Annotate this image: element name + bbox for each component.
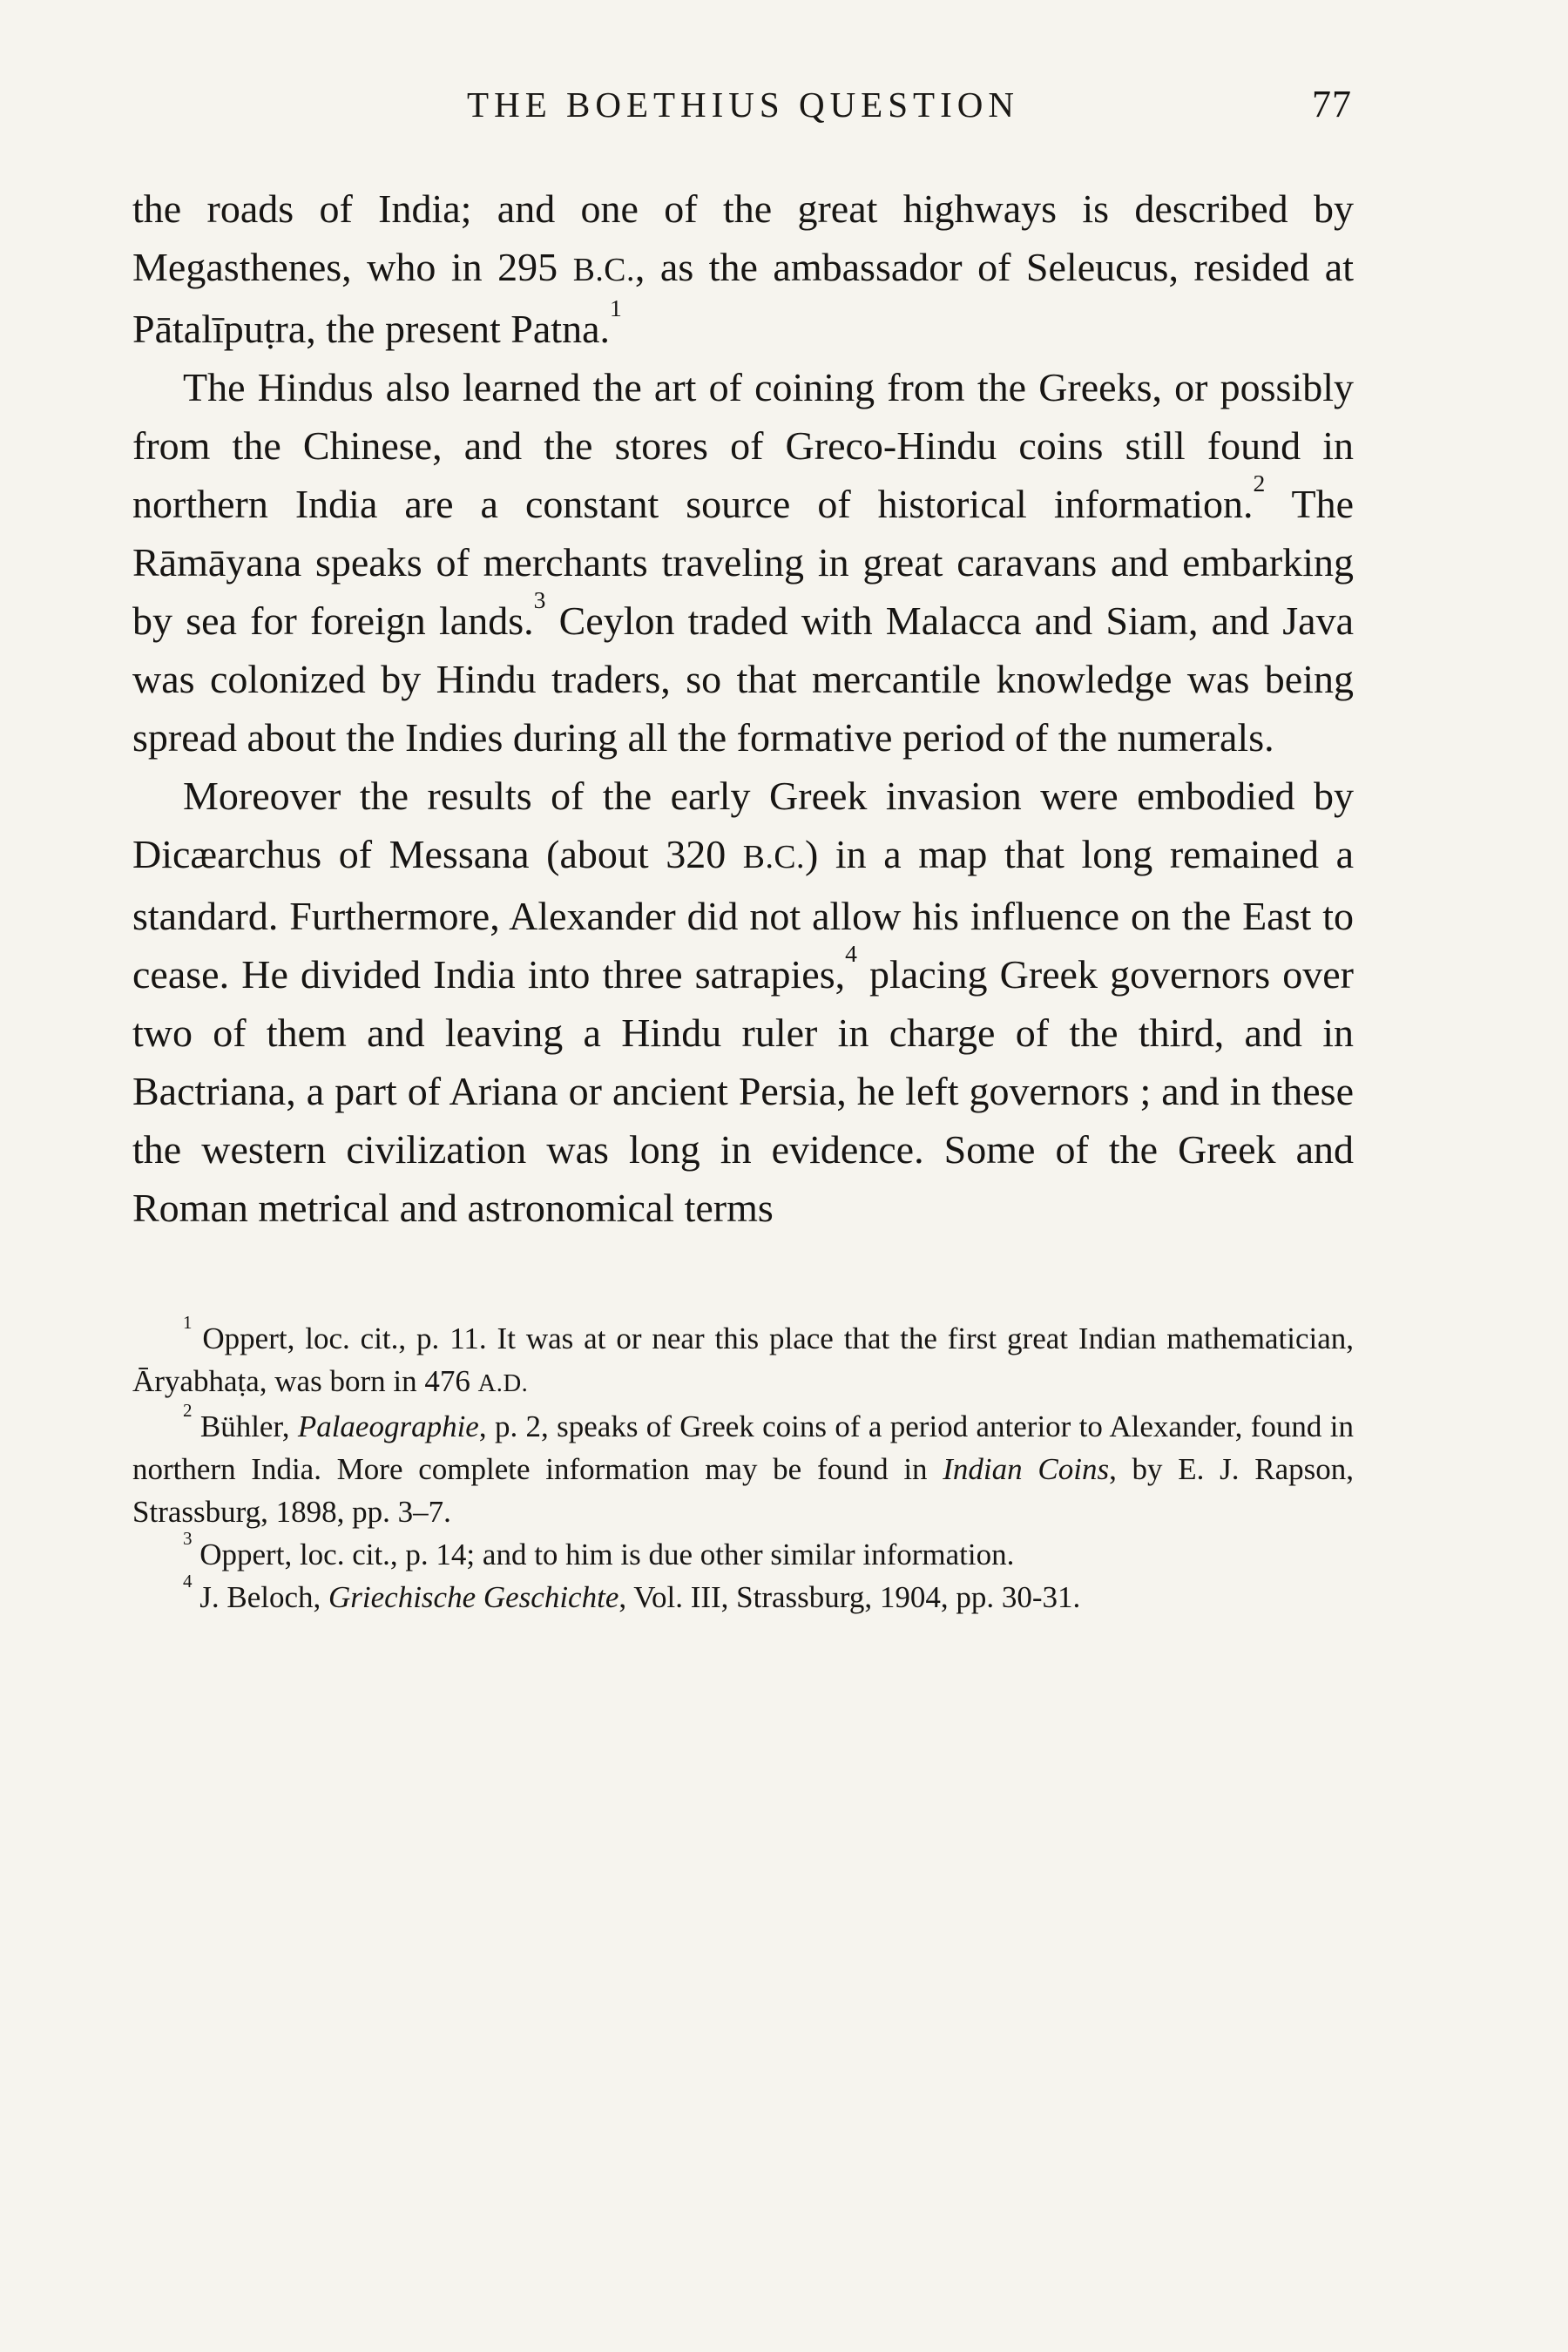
text-segment: Oppert, loc. cit., p. 14; and to him is due other similar information. bbox=[192, 1538, 1015, 1571]
text-segment: ) in a map that long remained a standard. Furthermore, Alexander did not allow his influence on the East to cease. He divided India into three satrapies, bbox=[132, 832, 1354, 997]
text-segment: A.D. bbox=[477, 1369, 529, 1397]
text-segment: Moreover the results of the early Greek invasion were embodied by Dicæarchus of Messana (about 320 bbox=[132, 774, 1354, 876]
text-segment: B.C. bbox=[572, 252, 635, 288]
footnote-ref: 3 bbox=[183, 1528, 193, 1550]
footnote-2 bbox=[132, 1400, 1355, 1533]
text-segment: , Vol. III, Strassburg, 1904, pp. 30-31. bbox=[618, 1580, 1081, 1614]
paragraph-3 bbox=[132, 767, 1354, 1237]
footnote-ref: 1 bbox=[610, 294, 622, 322]
text-segment: Indian Coins bbox=[943, 1452, 1110, 1486]
footnote-ref: 2 bbox=[1253, 470, 1266, 497]
footnotes bbox=[132, 1312, 1355, 1619]
footnote-1 bbox=[132, 1312, 1354, 1405]
text-segment: J. Beloch, bbox=[192, 1580, 329, 1614]
paragraph-1 bbox=[132, 179, 1354, 358]
body-text bbox=[132, 179, 1354, 1237]
text-block bbox=[132, 84, 1354, 1619]
footnote-ref: 4 bbox=[183, 1571, 193, 1592]
text-segment: Griechische Geschichte bbox=[328, 1580, 619, 1614]
text-segment: Palaeographie bbox=[297, 1409, 479, 1443]
paragraph-2 bbox=[132, 358, 1354, 767]
running-header bbox=[132, 84, 1354, 139]
footnote-3 bbox=[132, 1528, 1354, 1576]
footnote-ref: 3 bbox=[533, 586, 546, 614]
running-title: THE BOETHIUS QUESTION bbox=[467, 84, 1019, 125]
text-segment: , as the ambassador of Seleucus, resided at Pātalīpuṭra, the present Patna. bbox=[132, 245, 1354, 351]
text-segment: Bühler, bbox=[192, 1409, 298, 1443]
text-segment: Oppert, loc. cit., p. 11. It was at or near this place that the first great Indian mathematician, Āryabhaṭa, was born in 476 bbox=[132, 1321, 1354, 1398]
page-number: 77 bbox=[1312, 83, 1352, 125]
footnote-4 bbox=[132, 1571, 1354, 1619]
text-segment: Ceylon traded with Malacca and Siam, and Java was colonized by Hindu traders, so that mercantile knowledge was being spread about the Indies during all the formative period of the numerals. bbox=[132, 598, 1354, 760]
footnote-ref: 4 bbox=[845, 940, 857, 968]
footnote-ref: 2 bbox=[183, 1400, 193, 1422]
text-segment: , by E. J. Rapson, Strassburg, 1898, pp. 3–7. bbox=[132, 1452, 1354, 1529]
text-segment: placing Greek governors over two of them and leaving a Hindu ruler in charge of the third, and in Bactriana, a part of Ariana or ancient Persia, he left governors ; and in these the western civilization was long in evidence. Some of the Greek and Roman metrical and astronomical terms bbox=[132, 952, 1354, 1230]
footnote-ref: 1 bbox=[183, 1312, 193, 1334]
text-segment: The Rāmāyana speaks of merchants traveling in great caravans and embarking by sea for foreign lands. bbox=[132, 482, 1355, 643]
text-segment: B.C. bbox=[742, 839, 805, 875]
text-segment: The Hindus also learned the art of coining from the Greeks, or possibly from the Chinese, and the stores of Greco-Hindu coins still found in northern India are a constant source of historical information. bbox=[132, 365, 1354, 526]
text-segment: , p. 2, speaks of Greek coins of a period anterior to Alexander, found in northern India. More complete information may be found in bbox=[132, 1409, 1355, 1486]
text-segment: the roads of India; and one of the great highways is described by Megasthenes, who in 295 bbox=[132, 186, 1354, 289]
